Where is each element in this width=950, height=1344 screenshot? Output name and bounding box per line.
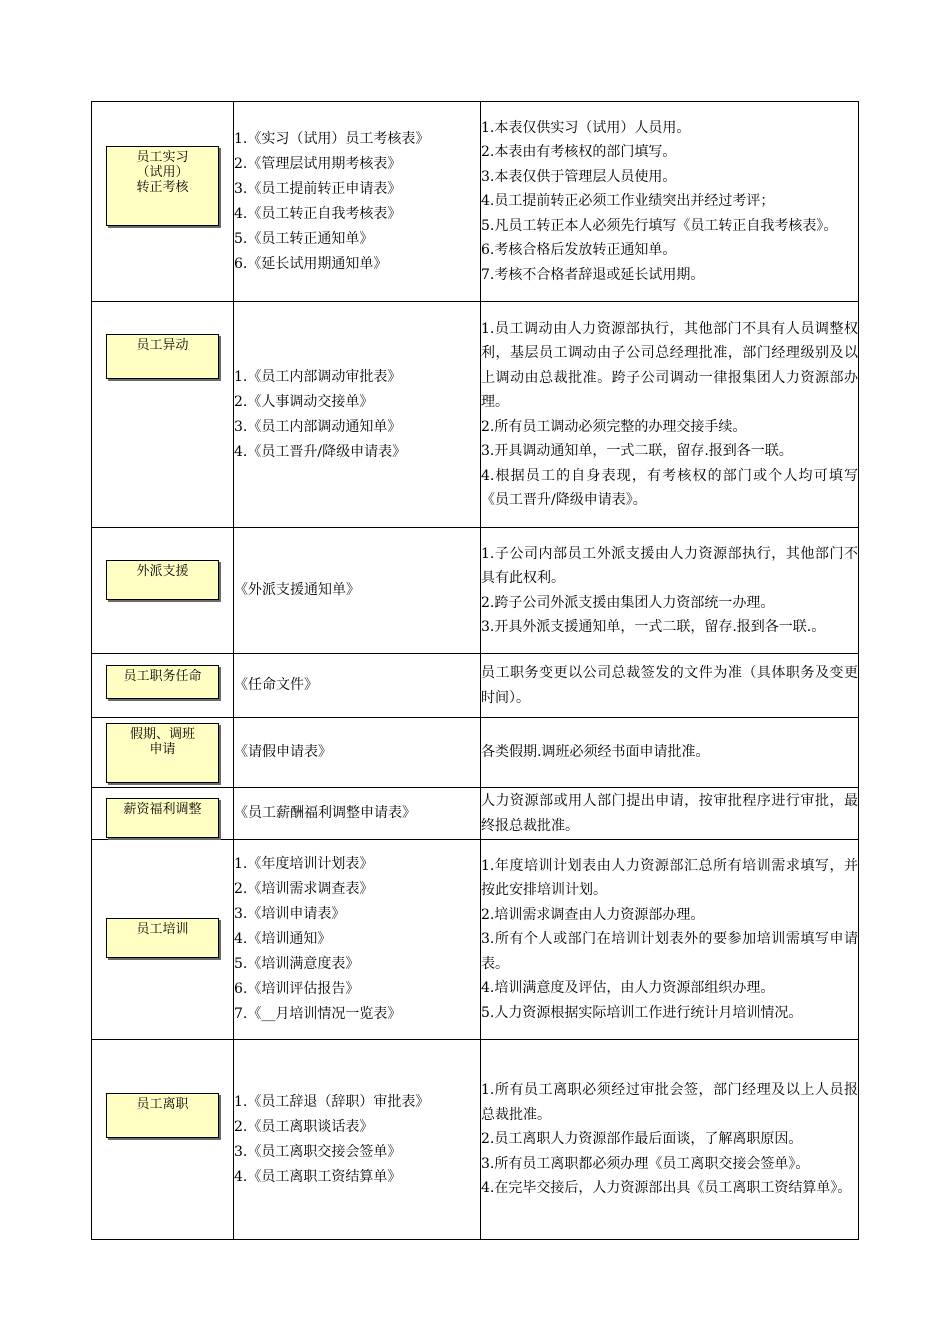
form-item: 1.《员工内部调动审批表》 <box>234 368 402 385</box>
form-item: 6.《延长试用期通知单》 <box>234 255 388 272</box>
note-item: 4.根据员工的自身表现，有考核权的部门或个人均可填写《员工晋升/降级申请表》。 <box>481 467 858 508</box>
note-item: 4.在完毕交接后，人力资源部出具《员工离职工资结算单》。 <box>481 1180 852 1197</box>
category-label-line: （试用） <box>136 164 189 180</box>
note-item: 5.凡员工转正本人必须先行填写《员工转正自我考核表》。 <box>481 217 838 234</box>
forms-cell <box>234 528 481 654</box>
form-item: 3.《员工离职交接会签单》 <box>234 1143 402 1160</box>
category-label-box <box>106 798 219 838</box>
form-item: 2.《人事调动交接单》 <box>234 393 374 410</box>
notes-cell <box>481 302 859 528</box>
category-cell <box>92 840 234 1040</box>
category-cell <box>92 654 234 718</box>
form-item: 3.《培训申请表》 <box>234 906 346 922</box>
category-label-box <box>106 723 219 783</box>
note-item: 1.年度培训计划表由人力资源部汇总所有培训需求填写，并按此安排培训计划。 <box>481 857 858 899</box>
note-item: 3.开具外派支援通知单，一式二联，留存.报到各一联.。 <box>481 619 826 635</box>
forms-cell <box>234 302 481 528</box>
notes-cell <box>481 102 859 302</box>
note-item: 5.人力资源根据实际培训工作进行统计月培训情况。 <box>481 1004 803 1021</box>
forms-cell <box>234 718 481 788</box>
category-label-line: 员工职务任命 <box>123 668 202 684</box>
category-label-box <box>106 918 219 958</box>
note-item: 1.员工调动由人力资源部执行，其他部门不具有人员调整权利，基层员工调动由子公司总经理批准，部门经理级别及以上调动由总裁批准。跨子公司调动一律报集团人力资源部办理。 <box>481 320 858 410</box>
category-cell <box>92 788 234 840</box>
table-row <box>92 718 859 788</box>
category-label-line: 申请 <box>149 741 176 757</box>
note-item: 1.子公司内部员工外派支援由人力资源部执行，其他部门不具有此权利。 <box>481 545 858 586</box>
table-row <box>92 528 859 654</box>
note-item: 2.所有员工调动必须完整的办理交接手续。 <box>481 418 747 435</box>
form-item: 4.《员工离职工资结算单》 <box>234 1168 402 1185</box>
form-item: 5.《员工转正通知单》 <box>234 230 374 247</box>
category-label-box <box>106 334 219 379</box>
category-label-line: 员工实习 <box>136 149 189 165</box>
table-row <box>92 654 859 718</box>
form-item: 3.《员工提前转正申请表》 <box>234 180 402 197</box>
table-row <box>92 302 859 528</box>
category-label-box <box>106 146 219 226</box>
category-label-box <box>106 1093 219 1138</box>
form-item: 1.《实习（试用）员工考核表》 <box>234 130 430 147</box>
category-label-line: 假期、调班 <box>129 726 195 742</box>
form-item: 3.《员工内部调动通知单》 <box>234 418 402 435</box>
category-cell <box>92 102 234 302</box>
category-cell <box>92 302 234 528</box>
forms-cell <box>234 840 481 1040</box>
note-item: 人力资源部或用人部门提出申请，按审批程序进行审批，最终报总裁批准。 <box>481 793 858 834</box>
category-label-box <box>106 560 219 600</box>
form-item: 1.《年度培训计划表》 <box>234 856 374 872</box>
note-item: 2.本表由有考核权的部门填写。 <box>481 144 677 161</box>
form-item: 2.《培训需求调查表》 <box>234 881 374 897</box>
note-item: 员工职务变更以公司总裁签发的文件为准（具体职务及变更时间）。 <box>481 665 858 706</box>
form-item: 《外派支援通知单》 <box>234 582 360 598</box>
form-item: 《员工薪酬福利调整申请表》 <box>234 805 416 821</box>
note-item: 3.所有个人或部门在培训计划表外的要参加培训需填写申请表。 <box>481 931 858 972</box>
category-cell <box>92 1040 234 1240</box>
category-label-line: 外派支援 <box>136 563 189 579</box>
form-item: 2.《员工离职谈话表》 <box>234 1118 374 1135</box>
category-label-line: 薪资福利调整 <box>123 801 202 817</box>
form-item: 4.《员工晋升/降级申请表》 <box>234 443 407 460</box>
forms-cell <box>234 1040 481 1240</box>
table-row <box>92 1040 859 1240</box>
note-item: 3.本表仅供于管理层人员使用。 <box>481 168 677 185</box>
form-item: 1.《员工辞退（辞职）审批表》 <box>234 1093 430 1110</box>
notes-cell <box>481 654 859 718</box>
note-item: 6.考核合格后发放转正通知单。 <box>481 242 677 259</box>
form-item: 4.《员工转正自我考核表》 <box>234 205 402 222</box>
form-item: 《请假申请表》 <box>234 744 332 760</box>
category-cell <box>92 528 234 654</box>
form-item: 6.《培训评估报告》 <box>234 981 360 997</box>
form-item: 7.《__月培训情况一览表》 <box>234 1006 402 1022</box>
category-label-line: 员工培训 <box>136 921 189 937</box>
note-item: 4.员工提前转正必须工作业绩突出并经过考评； <box>481 193 775 210</box>
forms-cell <box>234 788 481 840</box>
note-item: 2.跨子公司外派支援由集团人力资部统一办理。 <box>481 594 775 611</box>
category-label-box <box>106 665 219 699</box>
form-item: 2.《管理层试用期考核表》 <box>234 155 402 172</box>
note-item: 3.开具调动通知单，一式二联，留存.报到各一联。 <box>481 443 793 459</box>
table-row <box>92 788 859 840</box>
category-label-line: 转正考核 <box>136 179 189 195</box>
note-item: 2.培训需求调查由人力资源部办理。 <box>481 906 705 923</box>
table-row <box>92 102 859 302</box>
category-label-line: 员工异动 <box>136 338 189 353</box>
notes-cell <box>481 528 859 654</box>
note-item: 3.所有员工离职都必须办理《员工离职交接会签单》。 <box>481 1155 810 1172</box>
table-row <box>92 840 859 1040</box>
notes-cell <box>481 718 859 788</box>
forms-cell <box>234 654 481 718</box>
note-item: 2.员工离职人力资源部作最后面谈，了解离职原因。 <box>481 1131 803 1148</box>
form-item: 4.《培训通知》 <box>234 931 332 947</box>
notes-cell <box>481 840 859 1040</box>
note-item: 1.本表仅供实习（试用）人员用。 <box>481 119 691 136</box>
note-item: 4.培训满意度及评估，由人力资源部组织办理。 <box>481 980 775 997</box>
note-item: 各类假期.调班必须经书面申请批准。 <box>481 744 710 761</box>
category-cell <box>92 718 234 788</box>
notes-cell <box>481 788 859 840</box>
form-item: 5.《培训满意度表》 <box>234 956 360 972</box>
forms-cell <box>234 102 481 302</box>
note-item: 1.所有员工离职必须经过审批会签，部门经理及以上人员报总裁批准。 <box>481 1082 858 1123</box>
hr-procedures-table <box>91 101 859 1240</box>
category-label-line: 员工离职 <box>136 1097 189 1112</box>
notes-cell <box>481 1040 859 1240</box>
note-item: 7.考核不合格者辞退或延长试用期。 <box>481 266 705 283</box>
form-item: 《任命文件》 <box>234 677 318 693</box>
